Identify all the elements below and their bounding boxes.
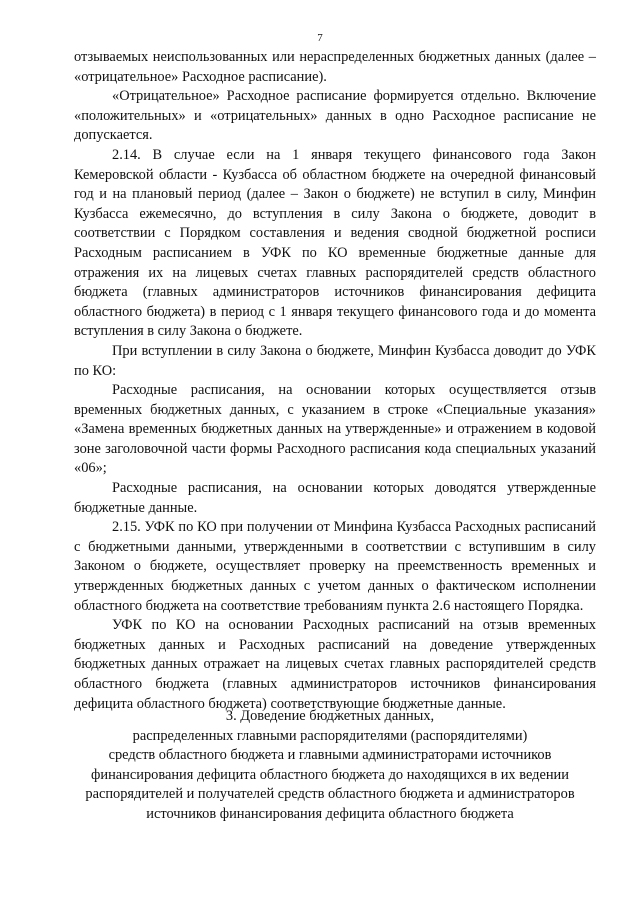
paragraph: 2.14. В случае если на 1 января текущего финансового года Закон Кемеровской области - Кузбасса об областном бюджете на очередной финансовый год и на плановый период (далее – Закон о бюджете) не вступил в силу, Минфин Кузбасса ежемесячно, до вступления в силу Закона о бюджете, доводит в соответствии с Порядком составления и ведения сводной бюджетной росписи Расходным расписанием в УФК по КО временные бюджетные данные для отражения их на лицевых счетах главных распорядителей средств областного бюджета (главных администраторов источников финансирования дефицита областного бюджета) в период с 1 января текущего финансового года и до момента вступления в силу Закона о бюджете.: [74, 146, 596, 340]
paragraph: УФК по КО на основании Расходных расписаний на отзыв временных бюджетных данных и Расходных расписаний на доведение утвержденных бюджетных данных отражает на лицевых счетах главных распорядителей средств областного бюджета (главных администраторов источников финансирования дефицита областного бюджета) соответствующие бюджетные данные.: [74, 617, 596, 712]
paragraph: «Отрицательное» Расходное расписание формируется отдельно. Включение «положительных» и «отрицательных» данных в одно Расходное расписание не допускается.: [74, 88, 596, 144]
section-heading-line: 3. Доведение бюджетных данных,: [225, 708, 435, 724]
paragraph: Расходные расписания, на основании которых доводятся утвержденные бюджетные данные.: [74, 480, 596, 516]
paragraph: 2.15. УФК по КО при получении от Минфина Кузбасса Расходных расписаний с бюджетными данными, утвержденными в соответствии с вступившим в силу Законом о бюджете, осуществляет проверку на преемственность временных и утвержденных бюджетных данных с учетом данных о фактическом исполнении областного бюджета на соответствие требованиям пункта 2.6 настоящего Порядка.: [74, 519, 596, 614]
section-heading-line: средств областного бюджета и главными администраторами источников: [108, 747, 552, 764]
section-heading: [60, 707, 600, 825]
section-heading-line: распорядителей и получателей средств областного бюджета и администраторов: [85, 786, 575, 803]
section-heading-line: источников финансирования дефицита областного бюджета: [146, 805, 514, 822]
section-heading-line: финансирования дефицита областного бюджета до находящихся в их ведении: [91, 766, 569, 783]
section-heading-line: распределенных главными распорядителями (распорядителями): [132, 727, 528, 744]
paragraph: При вступлении в силу Закона о бюджете, Минфин Кузбасса доводит до УФК по КО:: [74, 342, 596, 379]
paragraph: Расходные расписания, на основании которых осуществляется отзыв временных бюджетных данных, с указанием в строке «Специальные указания» «Замена временных бюджетных данных на утвержденные» и отражением в кодовой зоне заголовочной части формы Расходного расписания кода специальных указаний «06»;: [74, 382, 596, 477]
page-number: 7: [317, 32, 323, 44]
paragraph: отзываемых неиспользованных или нераспределенных бюджетных данных (далее – «отрицательное» Расходное расписание).: [74, 49, 596, 85]
document-body: [74, 48, 596, 714]
